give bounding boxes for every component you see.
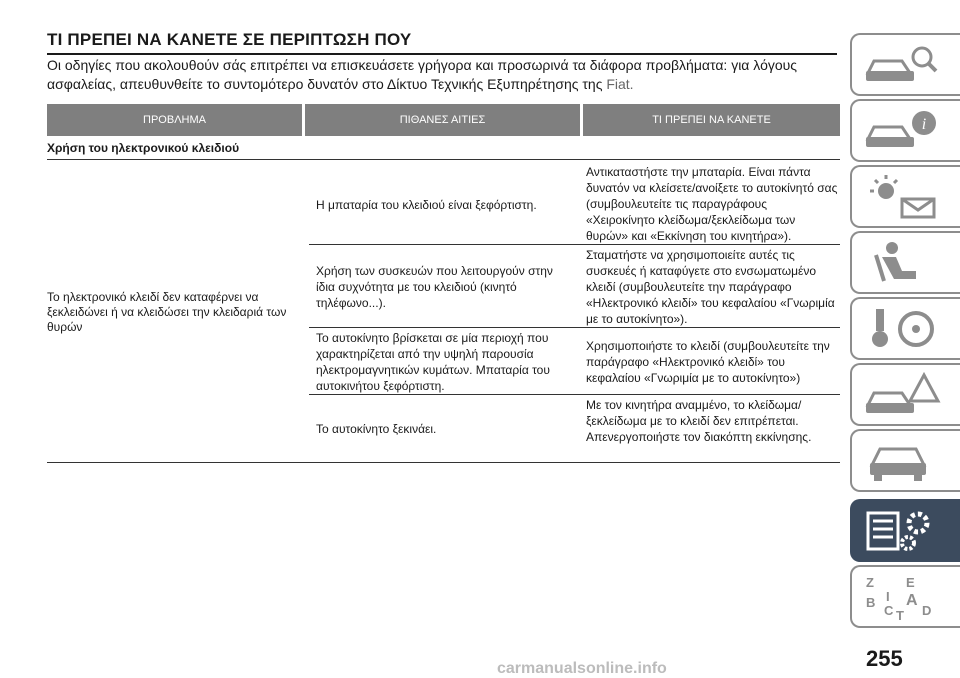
header-actions: ΤΙ ΠΡΕΠΕΙ ΝΑ ΚΑΝΕΤΕ <box>583 104 840 136</box>
intro-text: Οι οδηγίες που ακολουθούν σάς επιτρέπει να επισκευάσετε γρήγορα και προσωρινά τα διάφορα προβλήματα: για λόγους ασφαλείας, απευθυνθείτε το συντομότερο δυνατόν στο Δίκτυο Τεχνικής Εξυπηρέτησης της <box>47 57 798 92</box>
tab-car-info[interactable] <box>850 99 960 162</box>
intro-paragraph <box>47 56 842 94</box>
svg-text:C: C <box>884 603 894 618</box>
svg-text:I: I <box>886 589 890 604</box>
action-cell: Αντικαταστήστε την μπαταρία. Είναι πάντα δυνατόν να κλείσετε/ανοίξετε το αυτοκίνητό σας (συμβουλευτείτε τις παραγράφους «Χειροκίνητο κλείδωμα/ξεκλείδωμα των θυρών» και «Εκκίνηση του κινητήρα»). <box>586 165 838 243</box>
tab-car-warning[interactable] <box>850 363 960 426</box>
list-gears-icon <box>862 507 942 555</box>
watermark: carmanualsonline.info <box>497 660 667 677</box>
row-divider <box>309 327 840 328</box>
page-title: ΤΙ ΠΡΕΠΕΙ ΝΑ ΚΑΝΕΤΕ ΣΕ ΠΕΡΙΠΤΩΣΗ ΠΟΥ <box>47 30 837 55</box>
tab-key-steering[interactable] <box>850 297 960 360</box>
cause-cell: Χρήση των συσκευών που λειτουργούν στην ίδια συχνότητα με του κλειδιού (κινητό τηλέφωνο...). <box>316 264 553 310</box>
cause-cell: Το αυτοκίνητο ξεκινάει. <box>316 422 437 436</box>
svg-text:E: E <box>906 575 915 590</box>
table-header <box>47 104 840 136</box>
page-number: 255 <box>866 646 903 671</box>
header-causes: ΠΙΘΑΝΕΣ ΑΙΤΙΕΣ <box>305 104 580 136</box>
tab-car-magnifier[interactable] <box>850 33 960 96</box>
svg-text:B: B <box>866 595 876 610</box>
header-problem: ΠΡΟΒΛΗΜΑ <box>47 104 302 136</box>
alphabet-index-icon <box>862 573 942 621</box>
table-bottom-border <box>47 462 840 463</box>
svg-text:Z: Z <box>866 575 874 590</box>
key-steering-wheel-icon <box>862 305 942 353</box>
problem-cell: Το ηλεκτρονικό κλειδί δεν καταφέρνει να ξεκλειδώνει ή να κλειδώσει την κλειδαριά των θυρών <box>47 290 287 334</box>
car-magnifier-icon <box>862 41 942 89</box>
svg-text:A: A <box>906 592 918 609</box>
action-cell: Χρησιμοποιήστε το κλειδί (συμβουλευτείτε την παράγραφο «Ηλεκτρονικό κλειδί» του κεφαλαίου «Γνωριμία με το αυτοκίνητο») <box>586 339 830 385</box>
car-warning-triangle-icon <box>862 371 942 419</box>
row-divider <box>309 394 840 395</box>
section-title: Χρήση του ηλεκτρονικού κλειδιού <box>47 137 840 160</box>
seated-passenger-icon <box>862 239 942 287</box>
car-service-icon <box>862 437 942 485</box>
tab-car-service[interactable] <box>850 429 960 492</box>
svg-text:i: i <box>921 116 927 133</box>
intro-brand: Fiat. <box>606 76 634 92</box>
row-divider <box>309 244 840 245</box>
svg-text:T: T <box>896 608 904 621</box>
tab-alphabet-index[interactable] <box>850 565 960 628</box>
tab-warning-lights[interactable] <box>850 165 960 228</box>
cause-cell: Το αυτοκίνητο βρίσκεται σε μία περιοχή που χαρακτηρίζεται από την υψηλή παρουσία ηλεκτρομαγνητικών κυμάτων. Μπαταρία του αυτοκινήτου ξεφόρτιστη. <box>316 331 550 393</box>
car-info-icon <box>862 107 942 155</box>
action-cell: Με τον κινητήρα αναμμένο, το κλείδωμα/ξεκλείδωμα με το κλειδί δεν επιτρέπεται. Απενεργοποιήστε τον διακόπτη εκκίνησης. <box>586 398 812 444</box>
tab-seated-passenger[interactable] <box>850 231 960 294</box>
action-cell: Σταματήστε να χρησιμοποιείτε αυτές τις συσκευές ή καταφύγετε στο ενσωματωμένο κλειδί (συμβουλευτείτε την παράγραφο «Ηλεκτρονικό κλειδί» του κεφαλαίου «Γνωριμία με το αυτοκίνητο»). <box>586 248 835 326</box>
cause-cell: Η μπαταρία του κλειδιού είναι ξεφόρτιστη. <box>316 198 537 212</box>
tab-list-gears[interactable] <box>850 499 960 562</box>
svg-text:D: D <box>922 603 932 618</box>
warning-lights-icon <box>862 173 942 221</box>
